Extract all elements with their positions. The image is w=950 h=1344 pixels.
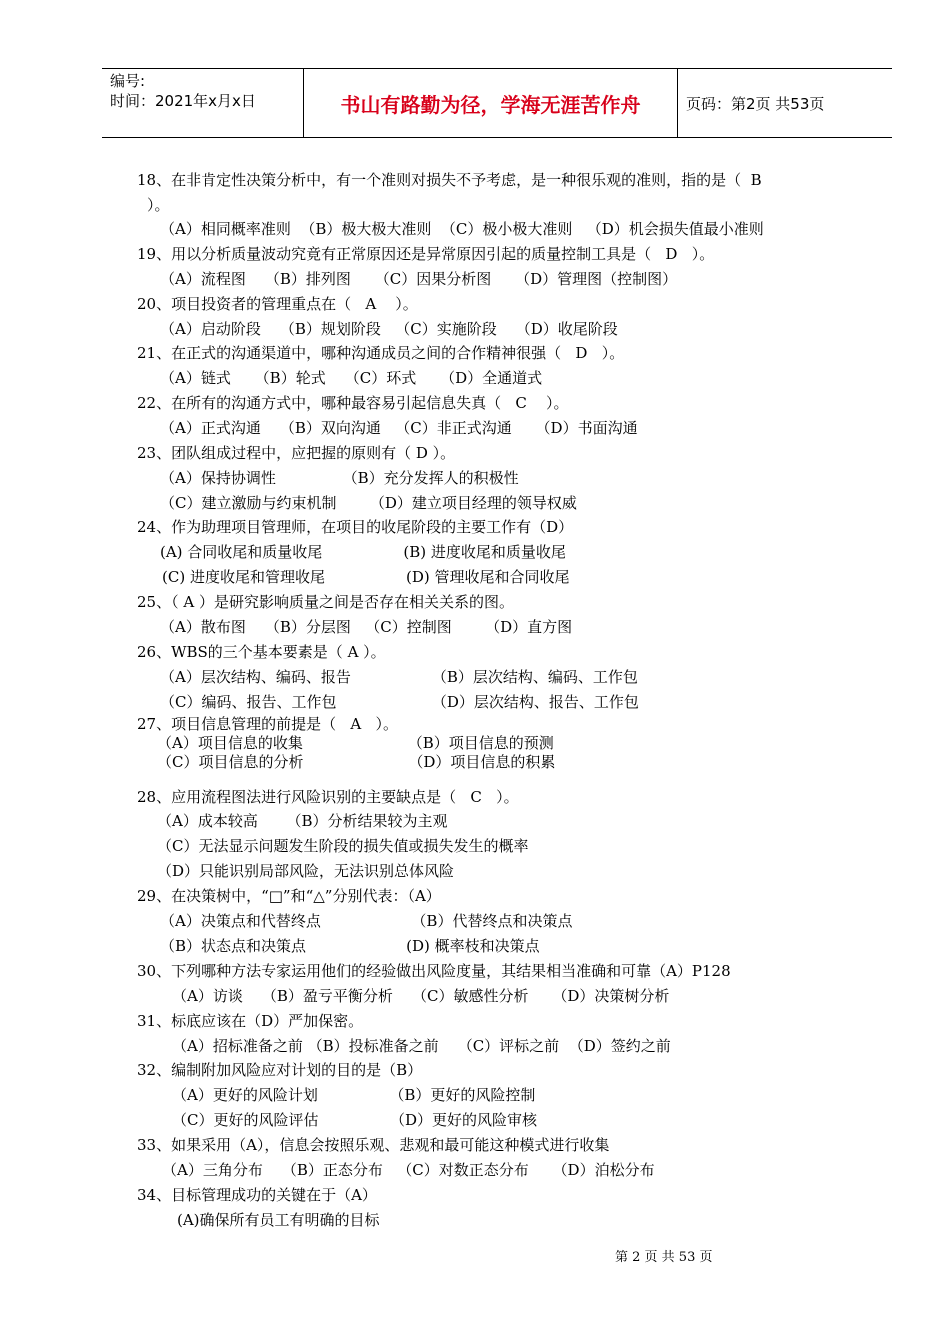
text-line: （D）只能识别局部风险，无法识别总体风险 xyxy=(157,862,455,880)
text-line: （A）成本较高 （B）分析结果较为主观 xyxy=(157,812,448,830)
text-line: 34、目标管理成功的关键在于（A） xyxy=(137,1186,377,1204)
text-line: （C）项目信息的分析 （D）项目信息的积累 xyxy=(157,753,556,771)
text-line: 29、在决策树中，“□”和“△”分别代表：（A） xyxy=(137,887,441,905)
text-line: （A）项目信息的收集 （B）项目信息的预测 xyxy=(157,734,554,752)
text-line: 23、团队组成过程中，应把握的原则有（ D ）。 xyxy=(137,444,456,462)
text-line: （A）更好的风险计划 （B）更好的风险控制 xyxy=(172,1086,536,1104)
text-line: （A）招标准备之前 （B）投标准备之前 （C）评标之前 （D）签约之前 xyxy=(172,1037,671,1055)
text-line: （A）流程图 （B）排列图 （C）因果分析图 （D）管理图（控制图） xyxy=(160,270,678,288)
text-line: （A）启动阶段 （B）规划阶段 （C）实施阶段 （D）收尾阶段 xyxy=(160,320,618,338)
text-line: （A）访谈 （B）盈亏平衡分析 （C）敏感性分析 （D）决策树分析 xyxy=(172,987,670,1005)
text-line: 21、在正式的沟通渠道中，哪种沟通成员之间的合作精神很强（ D ）。 xyxy=(137,344,625,362)
text-line: ）。 xyxy=(147,196,170,214)
text-line: 28、应用流程图法进行风险识别的主要缺点是（ C ）。 xyxy=(137,788,519,806)
text-line: （A）三角分布 （B）正态分布 （C）对数正态分布 （D）泊松分布 xyxy=(162,1161,655,1179)
text-line: （A）散布图 （B）分层图 （C）控制图 （D）直方图 xyxy=(160,618,573,636)
text-line: 18、在非肯定性决策分析中，有一个准则对损失不予考虑，是一种很乐观的准则，指的是（ B xyxy=(137,171,762,189)
text-line: （A）相同概率准则 （B）极大极大准则 （C）极小极大准则 （D）机会损失值最小准则 xyxy=(160,220,764,238)
text-line: （A）决策点和代替终点 （B）代替终点和决策点 xyxy=(160,912,573,930)
page-footer: 第 2 页 共 53 页 xyxy=(615,1250,713,1265)
text-line: 27、项目信息管理的前提是（ A ）。 xyxy=(137,715,399,733)
text-line: （A）正式沟通 （B）双向沟通 （C）非正式沟通 （D）书面沟通 xyxy=(160,419,638,437)
text-line: （B）状态点和决策点 (D) 概率枝和决策点 xyxy=(160,937,540,955)
document-time-label: 时间：2021年x月x日 xyxy=(110,92,256,110)
text-line: 32、编制附加风险应对计划的目的是（B） xyxy=(137,1061,423,1079)
text-line: （C）无法显示问题发生阶段的损失值或损失发生的概率 xyxy=(157,837,529,855)
header-page-info: 页码：第2页 共53页 xyxy=(686,94,825,113)
text-line: 30、下列哪种方法专家运用他们的经验做出风险度量，其结果相当准确和可靠（A）P128 xyxy=(137,962,731,980)
text-line: 25、（ A ）是研究影响质量之间是否存在相关关系的图。 xyxy=(137,593,514,611)
text-line: (A)确保所有员工有明确的目标 xyxy=(177,1211,380,1229)
text-line: （C）编码、报告、工作包 （D）层次结构、报告、工作包 xyxy=(160,693,639,711)
text-line: （C）更好的风险评估 （D）更好的风险审核 xyxy=(172,1111,538,1129)
text-line: 31、标底应该在（D）严加保密。 xyxy=(137,1012,364,1030)
text-line: （A）层次结构、编码、报告 （B）层次结构、编码、工作包 xyxy=(160,668,638,686)
text-line: 19、用以分析质量波动究竟有正常原因还是异常原因引起的质量控制工具是（ D ）。 xyxy=(137,245,715,263)
text-line: 22、在所有的沟通方式中，哪种最容易引起信息失真（ C ）。 xyxy=(137,394,569,412)
text-line: (A) 合同收尾和质量收尾 (B) 进度收尾和质量收尾 xyxy=(160,543,566,561)
document-number-label: 编号: xyxy=(110,72,146,90)
text-line: 24、作为助理项目管理师，在项目的收尾阶段的主要工作有（D） xyxy=(137,518,574,536)
header-motto: 书山有路勤为径，学海无涯苦作舟 xyxy=(304,69,678,137)
text-line: (C) 进度收尾和管理收尾 (D) 管理收尾和合同收尾 xyxy=(162,568,570,586)
text-line: （A）链式 （B）轮式 （C）环式 （D）全通道式 xyxy=(160,369,543,387)
text-line: 33、如果采用（A），信息会按照乐观、悲观和最可能这种模式进行收集 xyxy=(137,1136,610,1154)
text-line: 20、项目投资者的管理重点在（ A ）。 xyxy=(137,295,418,313)
text-line: 26、WBS的三个基本要素是（ A ）。 xyxy=(137,643,386,661)
text-line: （A）保持协调性 （B）充分发挥人的积极性 xyxy=(160,469,519,487)
text-line: （C）建立激励与约束机制 （D）建立项目经理的领导权威 xyxy=(160,494,577,512)
